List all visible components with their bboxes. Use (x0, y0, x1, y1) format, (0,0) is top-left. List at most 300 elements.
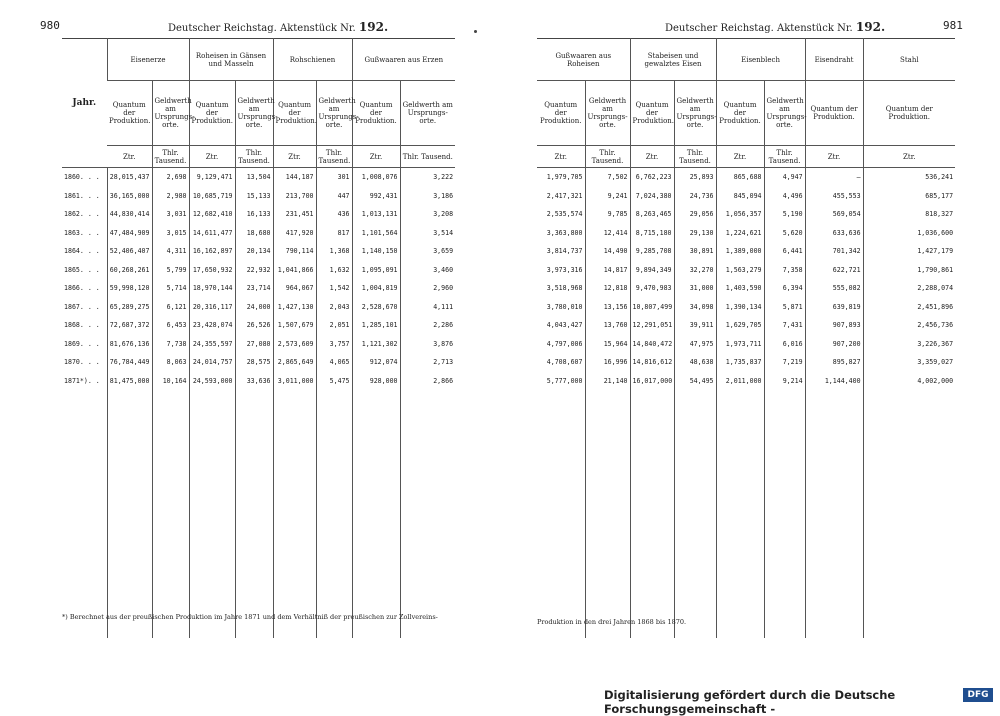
table-cell: 10,685,719 (189, 187, 235, 206)
table-cell: 555,082 (805, 279, 863, 298)
table-cell: 3,460 (400, 261, 455, 280)
table-cell: 639,819 (805, 298, 863, 317)
table-cell: 34,098 (674, 298, 716, 317)
table-cell: 10,807,499 (630, 298, 674, 317)
group-header: Gußwaaren aus Roheisen (537, 39, 630, 81)
table-cell: 5,620 (764, 224, 805, 243)
table-cell: 1,121,302 (352, 335, 400, 354)
table-cell: 39,911 (674, 316, 716, 335)
unit-header: Thlr. Tausend. (400, 146, 455, 168)
unit-header: Ztr. (630, 146, 674, 168)
table-cell: 12,414 (585, 224, 630, 243)
table-cell: 24,000 (235, 298, 273, 317)
table-row (62, 261, 455, 280)
unit-header: Ztr. (189, 146, 235, 168)
table-cell: 3,186 (400, 187, 455, 206)
table-cell: 8,263,465 (630, 205, 674, 224)
table-cell: 2,288,074 (863, 279, 955, 298)
table-row (62, 168, 455, 187)
table-cell: 817 (316, 224, 352, 243)
table-cell: 14,817 (585, 261, 630, 280)
table-cell: 6,762,223 (630, 168, 674, 187)
table-cell: 569,054 (805, 205, 863, 224)
table-cell: 10,164 (152, 372, 189, 391)
table-cell: 2,698 (152, 168, 189, 187)
table-cell: 1,735,837 (716, 353, 764, 372)
table-cell: 33,636 (235, 372, 273, 391)
table-row (537, 372, 955, 391)
table-cell: 417,920 (273, 224, 316, 243)
table-cell: 2,960 (400, 279, 455, 298)
table-cell: 15,964 (585, 335, 630, 354)
year-cell: 1866. . . (64, 284, 100, 293)
table-cell: 3,226,367 (863, 335, 955, 354)
table-cell: 14,611,477 (189, 224, 235, 243)
table-cell: 12,818 (585, 279, 630, 298)
table-row (62, 298, 455, 317)
table-cell: 3,659 (400, 242, 455, 261)
table-cell: 845,094 (716, 187, 764, 206)
year-cell: 1871*). . (64, 376, 100, 385)
table-cell: 1,285,101 (352, 316, 400, 335)
table-cell: 1,140,150 (352, 242, 400, 261)
table-cell: 44,830,414 (107, 205, 152, 224)
table-cell: 9,894,349 (630, 261, 674, 280)
table-row (537, 205, 955, 224)
table-cell: 28,575 (235, 353, 273, 372)
table-row (62, 372, 455, 391)
table-cell: 9,285,708 (630, 242, 674, 261)
column-header: Geldwerth am Ursprungs-orte. (152, 81, 189, 146)
year-cell: 1862. . . (64, 210, 100, 219)
table-cell: 633,636 (805, 224, 863, 243)
table-cell: 24,593,000 (189, 372, 235, 391)
year-cell: 1867. . . (64, 302, 100, 311)
unit-header: Ztr. (805, 146, 863, 168)
unit-header: Thlr. Tausend. (316, 146, 352, 168)
empty-cell (863, 390, 955, 638)
table-cell: 16,133 (235, 205, 273, 224)
table-cell: 4,065 (316, 353, 352, 372)
table-cell: 4,311 (152, 242, 189, 261)
table-cell: 4,947 (764, 168, 805, 187)
table-cell: 1,563,279 (716, 261, 764, 280)
table-cell: 1,041,866 (273, 261, 316, 280)
table-cell: 54,495 (674, 372, 716, 391)
table-cell: 6,441 (764, 242, 805, 261)
table-cell: 27,080 (235, 335, 273, 354)
table-row (62, 224, 455, 243)
unit-header: Ztr. (107, 146, 152, 168)
year-cell: 1865. . . (64, 265, 100, 274)
table-cell: 1,790,861 (863, 261, 955, 280)
left-production-table (62, 38, 455, 638)
table-cell: 1,507,679 (273, 316, 316, 335)
table-cell: 81,676,136 (107, 335, 152, 354)
empty-cell (674, 390, 716, 638)
table-cell: 9,785 (585, 205, 630, 224)
unit-header: Ztr. (716, 146, 764, 168)
year-cell: 1870. . . (64, 358, 100, 367)
table-cell: 3,015 (152, 224, 189, 243)
table-cell: 13,156 (585, 298, 630, 317)
table-cell: 928,000 (352, 372, 400, 391)
right-production-table (537, 38, 955, 638)
table-cell: 24,014,757 (189, 353, 235, 372)
table-cell: – (805, 168, 863, 187)
table-cell: 9,129,471 (189, 168, 235, 187)
table-cell: 907,200 (805, 335, 863, 354)
table-row (537, 353, 955, 372)
table-cell: 1,056,357 (716, 205, 764, 224)
running-header (665, 20, 885, 34)
table-cell: 1,390,134 (716, 298, 764, 317)
table-cell: 1,095,091 (352, 261, 400, 280)
unit-header: Thlr. Tausend. (585, 146, 630, 168)
table-cell: 1,979,705 (546, 173, 583, 182)
empty-cell (805, 390, 863, 638)
year-cell: 1863. . . (64, 228, 100, 237)
table-cell: 685,177 (863, 187, 955, 206)
column-header: Quantum der Produktion. (863, 81, 955, 146)
table-cell: 18,970,144 (189, 279, 235, 298)
right-page (525, 0, 1000, 690)
table-cell: 5,475 (316, 372, 352, 391)
empty-cell (235, 390, 273, 638)
table-cell: 1,632 (316, 261, 352, 280)
unit-header: Thlr. Tausend. (152, 146, 189, 168)
table-cell: 7,502 (585, 168, 630, 187)
table-cell: 2,528,670 (352, 298, 400, 317)
table-cell: 455,553 (805, 187, 863, 206)
table-cell: 447 (316, 187, 352, 206)
table-row (62, 335, 455, 354)
empty-cell (630, 390, 674, 638)
left-page (0, 0, 475, 690)
table-cell: 60,268,261 (107, 261, 152, 280)
table-cell: 7,738 (152, 335, 189, 354)
table-cell: 213,700 (273, 187, 316, 206)
table-cell: 1,013,131 (352, 205, 400, 224)
table-cell: 4,043,427 (546, 321, 583, 330)
group-header: Eisenblech (716, 39, 805, 81)
table-cell: 907,893 (805, 316, 863, 335)
table-cell: 4,797,006 (546, 339, 583, 348)
table-cell: 32,270 (674, 261, 716, 280)
unit-header: Ztr. (273, 146, 316, 168)
empty-cell (62, 390, 107, 638)
table-cell: 2,713 (400, 353, 455, 372)
table-cell: 17,650,932 (189, 261, 235, 280)
table-cell: 912,074 (352, 353, 400, 372)
table-cell: 47,484,909 (107, 224, 152, 243)
table-cell: 4,708,607 (546, 358, 583, 367)
table-cell: 9,214 (764, 372, 805, 391)
table-cell: 2,456,736 (863, 316, 955, 335)
table-cell: 7,358 (764, 261, 805, 280)
column-header: Geldwerth am Ursprungs-orte. (316, 81, 352, 146)
empty-cell (273, 390, 316, 638)
page-fold-mark (474, 30, 477, 33)
table-cell: 3,031 (152, 205, 189, 224)
table-cell: 1,542 (316, 279, 352, 298)
table-cell: 895,827 (805, 353, 863, 372)
column-header: Quantum der Produktion. (352, 81, 400, 146)
table-cell: 1,036,600 (863, 224, 955, 243)
table-cell: 5,714 (152, 279, 189, 298)
table-cell: 14,816,612 (630, 353, 674, 372)
table-cell: 18,680 (235, 224, 273, 243)
table-cell: 31,000 (674, 279, 716, 298)
table-cell: 3,359,027 (863, 353, 955, 372)
group-header: Gußwaaren aus Erzen (352, 39, 455, 81)
table-cell: 16,162,897 (189, 242, 235, 261)
table-cell: 3,757 (316, 335, 352, 354)
table-cell: 7,431 (764, 316, 805, 335)
table-cell: 9,241 (585, 187, 630, 206)
table-cell: 81,475,000 (107, 372, 152, 391)
table-cell: 20,134 (235, 242, 273, 261)
table-cell: 24,355,597 (189, 335, 235, 354)
table-cell: 818,327 (863, 205, 955, 224)
table-cell: 12,291,051 (630, 316, 674, 335)
group-header: Stabeisen und gewalztes Eisen (630, 39, 716, 81)
table-row (537, 335, 955, 354)
table-cell: 21,140 (585, 372, 630, 391)
column-header: Quantum der Produktion. (805, 81, 863, 146)
table-cell: 3,011,000 (273, 372, 316, 391)
table-cell: 28,015,437 (107, 168, 152, 187)
table-row (537, 168, 955, 187)
table-cell: 6,394 (764, 279, 805, 298)
table-cell: 20,316,117 (189, 298, 235, 317)
table-cell: 13,504 (235, 168, 273, 187)
empty-cell (716, 390, 764, 638)
column-header: Quantum der Produktion. (716, 81, 764, 146)
table-row (62, 242, 455, 261)
table-cell: 231,451 (273, 205, 316, 224)
table-cell: 1,224,621 (716, 224, 764, 243)
table-row (537, 242, 955, 261)
group-header: Stahl (863, 39, 955, 81)
table-cell: 1,427,130 (273, 298, 316, 317)
year-cell: 1868. . . (64, 321, 100, 330)
table-cell: 1,144,400 (805, 372, 863, 391)
table-cell: 1,403,590 (716, 279, 764, 298)
table-cell: 1,973,711 (716, 335, 764, 354)
table-cell: 12,682,410 (189, 205, 235, 224)
table-row (62, 353, 455, 372)
table-cell: 790,114 (273, 242, 316, 261)
table-cell: 436 (316, 205, 352, 224)
table-cell: 23,714 (235, 279, 273, 298)
header-text: Deutscher Reichstag. Aktenstück Nr. (168, 23, 356, 34)
page-number: 981 (943, 19, 963, 32)
table-cell: 5,799 (152, 261, 189, 280)
table-cell: 3,514 (400, 224, 455, 243)
table-cell: 622,721 (805, 261, 863, 280)
table-cell: 23,428,074 (189, 316, 235, 335)
empty-cell (107, 390, 152, 638)
table-cell: 6,453 (152, 316, 189, 335)
column-header: Quantum der Produktion. (189, 81, 235, 146)
table-cell: 2,573,609 (273, 335, 316, 354)
dfg-banner: Digitalisierung gefördert durch die Deutsche Forschungsgemeinschaft - (604, 688, 896, 716)
table-cell: 2,011,000 (716, 372, 764, 391)
table-row (537, 279, 955, 298)
column-header: Quantum der Produktion. (107, 81, 152, 146)
table-row (537, 261, 955, 280)
column-header: Geldwerth am Ursprungs-orte. (585, 81, 630, 146)
empty-cell (585, 390, 630, 638)
empty-cell (152, 390, 189, 638)
table-cell: 4,111 (400, 298, 455, 317)
column-header: Geldwerth am Ursprungs-orte. (674, 81, 716, 146)
table-cell: 48,638 (674, 353, 716, 372)
table-cell: 2,866 (400, 372, 455, 391)
table-cell: 2,980 (152, 187, 189, 206)
table-cell: 5,871 (764, 298, 805, 317)
group-header: Roheisen in Gänsen und Masseln (189, 39, 273, 81)
table-row (62, 316, 455, 335)
table-cell: 6,121 (152, 298, 189, 317)
table-cell: 7,024,380 (630, 187, 674, 206)
table-row (537, 316, 955, 335)
group-header: Rohschienen (273, 39, 352, 81)
table-cell: 144,187 (273, 168, 316, 187)
table-cell: 1,004,819 (352, 279, 400, 298)
unit-header: Ztr. (537, 146, 585, 168)
column-header: Geldwerth am Ursprungs-orte. (764, 81, 805, 146)
table-cell: 536,241 (863, 168, 955, 187)
table-cell: 2,051 (316, 316, 352, 335)
running-header (168, 20, 388, 34)
column-header: Geldwerth am Ursprungs-orte. (235, 81, 273, 146)
table-cell: 2,451,896 (863, 298, 955, 317)
header-number: 192. (358, 20, 389, 34)
column-header: Quantum der Produktion. (630, 81, 674, 146)
table-cell: 8,715,180 (630, 224, 674, 243)
table-cell: 4,496 (764, 187, 805, 206)
table-cell: 2,286 (400, 316, 455, 335)
table-row (537, 298, 955, 317)
table-cell: 992,431 (352, 187, 400, 206)
table-cell: 301 (316, 168, 352, 187)
table-row (62, 187, 455, 206)
table-cell: 26,526 (235, 316, 273, 335)
table-cell: 47,975 (674, 335, 716, 354)
table-cell: 2,043 (316, 298, 352, 317)
footnote: Produktion in den drei Jahren 1868 bis 1870. (537, 618, 687, 626)
table-cell: 5,190 (764, 205, 805, 224)
footnote: *) Berechnet aus der preußischen Produktion im Jahre 1871 und dem Verhältniß der preußischen zur Zollvereins- (62, 613, 438, 621)
table-cell: 3,814,737 (546, 247, 583, 256)
table-cell: 1,101,564 (352, 224, 400, 243)
table-cell: 14,490 (585, 242, 630, 261)
table-cell: 2,865,649 (273, 353, 316, 372)
table-cell: 14,840,472 (630, 335, 674, 354)
empty-cell (764, 390, 805, 638)
table-cell: 6,016 (764, 335, 805, 354)
table-row (537, 224, 955, 243)
table-row (537, 187, 955, 206)
empty-cell (400, 390, 455, 638)
table-cell: 1,389,000 (716, 242, 764, 261)
unit-header: Thlr. Tausend. (674, 146, 716, 168)
table-cell: 59,998,120 (107, 279, 152, 298)
table-cell: 22,932 (235, 261, 273, 280)
table-cell: 15,133 (235, 187, 273, 206)
table-cell: 3,973,316 (546, 265, 583, 274)
unit-header: Ztr. (863, 146, 955, 168)
table-cell: 865,688 (716, 168, 764, 187)
table-cell: 7,219 (764, 353, 805, 372)
table-cell: 5,777,000 (546, 376, 583, 385)
year-header: Jahr. (62, 39, 107, 168)
year-cell: 1861. . . (64, 191, 100, 200)
table-filler-row (537, 390, 955, 638)
unit-header: Ztr. (352, 146, 400, 168)
table-cell: 30,891 (674, 242, 716, 261)
table-cell: 9,470,983 (630, 279, 674, 298)
table-cell: 25,893 (674, 168, 716, 187)
table-cell: 1,629,705 (716, 316, 764, 335)
table-row (62, 205, 455, 224)
dfg-logo: DFG (963, 688, 993, 702)
group-header: Eisendraht (805, 39, 863, 81)
empty-cell (537, 390, 585, 638)
table-cell: 16,017,000 (630, 372, 674, 391)
table-cell: 3,363,800 (546, 228, 583, 237)
year-cell: 1869. . . (64, 339, 100, 348)
table-cell: 3,208 (400, 205, 455, 224)
table-cell: 72,687,372 (107, 316, 152, 335)
table-cell: 16,996 (585, 353, 630, 372)
table-cell: 1,368 (316, 242, 352, 261)
table-cell: 65,289,275 (107, 298, 152, 317)
table-cell: 36,165,000 (107, 187, 152, 206)
column-header: Geldwerth am Ursprungs-orte. (400, 81, 455, 146)
header-text: Deutscher Reichstag. Aktenstück Nr. (665, 23, 853, 34)
table-row (62, 279, 455, 298)
unit-header: Thlr. Tausend. (235, 146, 273, 168)
year-cell: 1860. . . (64, 173, 100, 182)
unit-header: Thlr. Tausend. (764, 146, 805, 168)
column-header: Quantum der Produktion. (273, 81, 316, 146)
year-cell: 1864. . . (64, 247, 100, 256)
table-cell: 29,130 (674, 224, 716, 243)
header-number: 192. (855, 20, 886, 34)
table-cell: 3,518,968 (546, 284, 583, 293)
table-cell: 1,008,076 (352, 168, 400, 187)
table-cell: 2,417,321 (546, 191, 583, 200)
table-cell: 964,067 (273, 279, 316, 298)
table-cell: 2,535,574 (546, 210, 583, 219)
table-cell: 52,406,407 (107, 242, 152, 261)
table-cell: 29,056 (674, 205, 716, 224)
table-cell: 24,736 (674, 187, 716, 206)
table-cell: 13,760 (585, 316, 630, 335)
empty-cell (316, 390, 352, 638)
table-cell: 8,063 (152, 353, 189, 372)
table-filler-row (62, 390, 455, 638)
table-cell: 76,784,449 (107, 353, 152, 372)
table-cell: 1,427,179 (863, 242, 955, 261)
column-header: Quantum der Produktion. (537, 81, 585, 146)
page-number: 980 (40, 19, 60, 32)
group-header: Eisenerze (107, 39, 189, 81)
table-cell: 3,222 (400, 168, 455, 187)
